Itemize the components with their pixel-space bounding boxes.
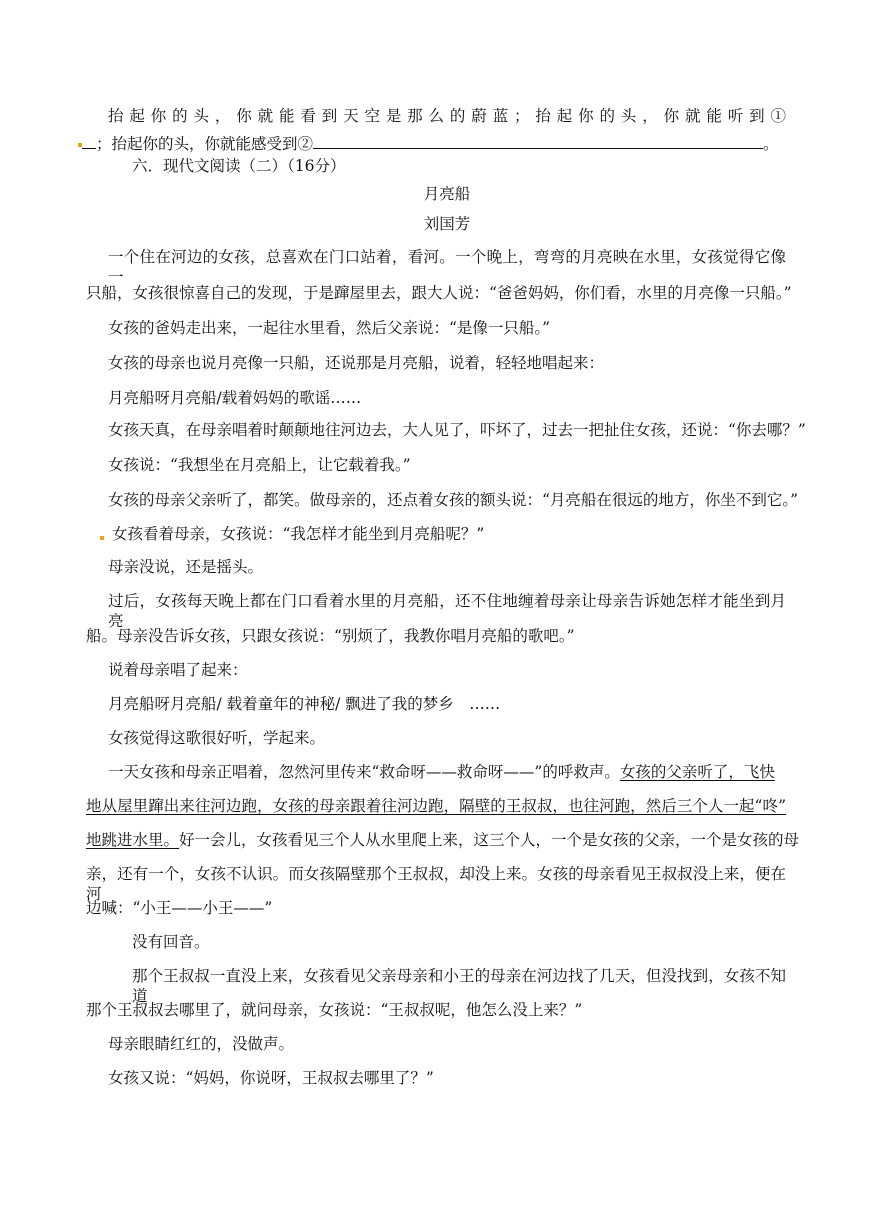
answer-blank-2[interactable]	[313, 132, 763, 149]
paragraph-16-line-2: 那个王叔叔去哪里了，就问母亲，女孩说：“王叔叔呢，他怎么没上来？”	[86, 1001, 583, 1019]
underlined-sentence-end: 地跳进水里。	[86, 831, 180, 849]
paragraph-8: 女孩看着母亲，女孩说：“我怎样才能坐到月亮船呢？”	[112, 525, 485, 543]
paragraph-5: 女孩天真，在母亲唱着时颠颠地往河边去，大人见了，吓坏了，过去一把扯住女孩，还说：“你去哪？”	[108, 421, 806, 439]
paragraph-6: 女孩说：“我想坐在月亮船上，让它载着我。”	[108, 456, 411, 474]
paragraph-17: 母亲眼睛红红的，没做声。	[108, 1035, 295, 1053]
paragraph-1-line-1: 一个住在河边的女孩，总喜欢在门口站着，看河。一个晚上，弯弯的月亮映在水里，女孩觉得它像一	[108, 248, 786, 286]
paragraph-13: 女孩觉得这歌很好听，学起来。	[108, 729, 326, 747]
paragraph-10-line-1: 过后，女孩每天晚上都在门口看着水里的月亮船，还不住地缠着母亲让母亲告诉她怎样才能坐到月亮	[108, 592, 786, 630]
paragraph-14-line-1	[108, 762, 786, 782]
article-title: 月亮船	[423, 185, 471, 203]
paragraph-15: 没有回音。	[132, 933, 210, 951]
highlight-mark-2	[100, 536, 104, 540]
paragraph-9: 母亲没说，还是摇头。	[108, 558, 264, 576]
paragraph-1-line-2: 只船，女孩很惊喜自己的发现，于是蹿屋里去，跟大人说：“爸爸妈妈，你们看，水里的月亮像一只船。”	[86, 284, 792, 302]
paragraph-12: 月亮船呀月亮船/ 载着童年的神秘/ 飘进了我的梦乡 ……	[108, 695, 501, 713]
answer-blank-1[interactable]	[82, 132, 96, 149]
article-author: 刘国芳	[423, 215, 471, 233]
paragraph-14-line-4: 亲，还有一个，女孩不认识。而女孩隔壁那个王叔叔，却没上来。女孩的母亲看见王叔叔没上来，便在河	[86, 865, 786, 903]
paragraph-14-line-2: 地从屋里蹿出来往河边跑，女孩的母亲跟着往河边跑，隔壁的王叔叔，也往河跑，然后三个人一起“咚”	[86, 797, 786, 815]
paragraph-10-line-2: 船。母亲没告诉女孩，只跟女孩说：“别烦了，我教你唱月亮船的歌吧。”	[86, 627, 575, 645]
paragraph-11: 说着母亲唱了起来：	[108, 661, 248, 679]
underlined-sentence-start: 女孩的父亲听了，飞快	[619, 763, 775, 781]
paragraph-4: 月亮船呀月亮船/载着妈妈的歌谣……	[108, 389, 362, 407]
paragraph-3: 女孩的母亲也说月亮像一只船，还说那是月亮船，说着，轻轻地唱起来：	[108, 354, 605, 372]
section-heading: 六．现代文阅读（二）（16分）	[132, 157, 346, 175]
line-2-text: ；抬起你的头，你就能感受到②	[96, 135, 314, 153]
paragraph-16-line-1: 那个王叔叔一直没上来，女孩看见父亲母亲和小王的母亲在河边找了几天，但没找到，女孩不知道	[132, 967, 786, 1005]
line-2-end: 。	[763, 135, 779, 153]
paragraph-18: 女孩又说：“妈妈，你说呀，王叔叔去哪里了？”	[108, 1069, 434, 1087]
line-1: 抬起你的头，你就能看到天空是那么的蔚蓝；抬起你的头，你就能听到①	[108, 107, 786, 125]
paragraph-14-text-2: 好一会儿，女孩看见三个人从水里爬上来，这三个人，一个是女孩的父亲，一个是女孩的母	[179, 831, 800, 849]
paragraph-14-line-5: 边喊：“小王——小王——”	[86, 899, 273, 917]
paragraph-7: 女孩的母亲父亲听了，都笑。做母亲的，还点着女孩的额头说：“月亮船在很远的地方，你坐不到它。”	[108, 491, 799, 509]
paragraph-2: 女孩的爸妈走出来，一起往水里看，然后父亲说：“是像一只船。”	[108, 319, 551, 337]
paragraph-14-line-3	[86, 830, 800, 850]
paragraph-14-text: 一天女孩和母亲正唱着，忽然河里传来“救命呀——救命呀——”的呼救声。	[108, 763, 620, 781]
line-2	[82, 132, 786, 154]
